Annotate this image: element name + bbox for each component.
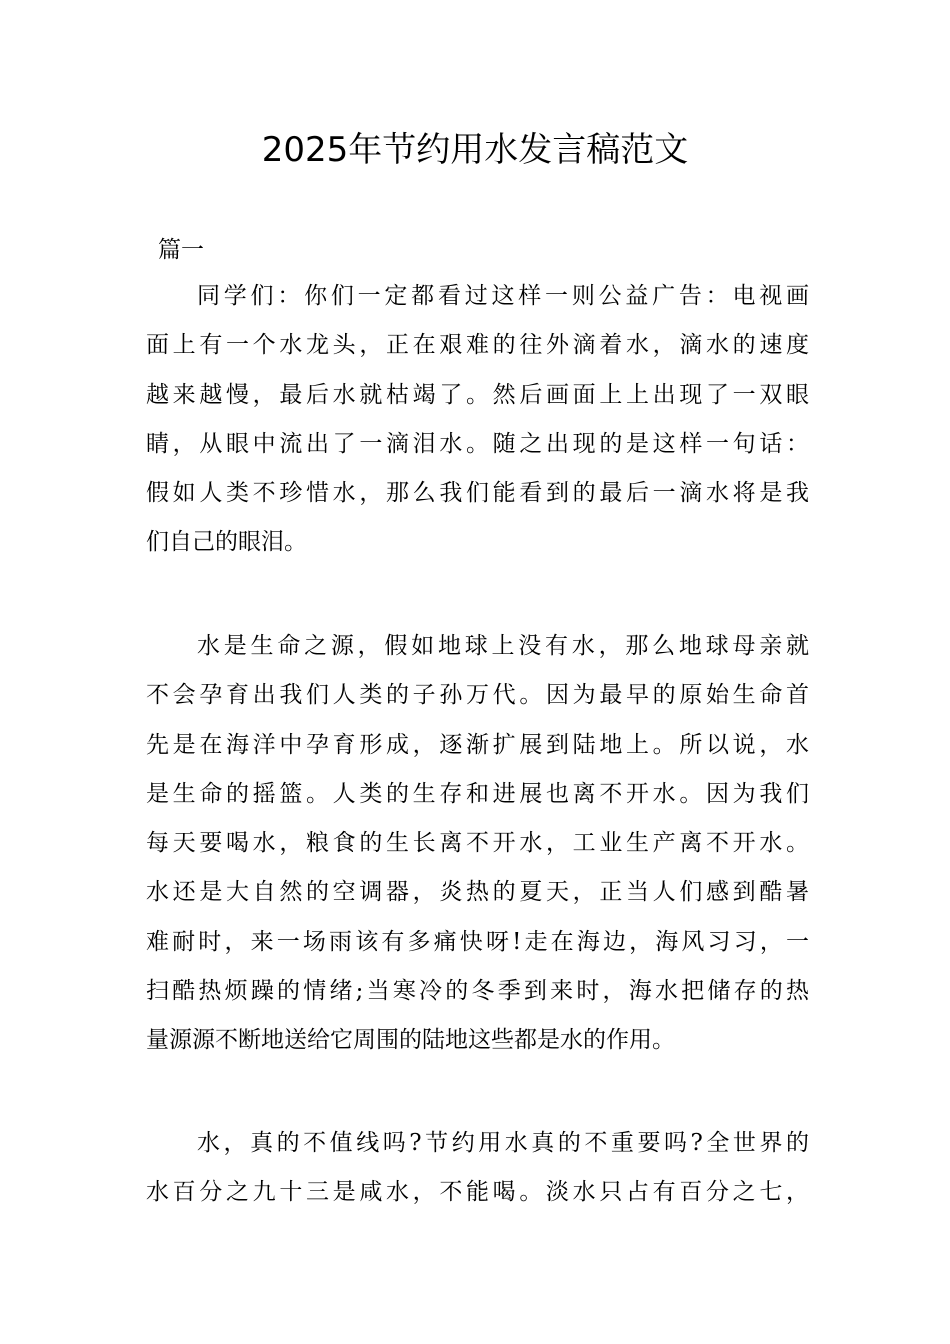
paragraph-line: 是生命的摇篮。人类的生存和进展也离不开水。因为我们 [146, 780, 809, 807]
paragraph-line: 不会孕育出我们人类的子孙万代。因为最早的原始生命首 [146, 682, 809, 709]
paragraph-line: 睛，从眼中流出了一滴泪水。随之出现的是这样一句话： [146, 430, 809, 457]
paragraph-line: 水是生命之源，假如地球上没有水，那么地球母亲就 [197, 633, 809, 659]
paragraph-2 [146, 622, 809, 1066]
paragraph-line: 面上有一个水龙头，正在艰难的往外滴着水，滴水的速度 [146, 332, 809, 359]
paragraph-line: 每天要喝水，粮食的生长离不开水，工业生产离不开水。 [146, 830, 809, 857]
section-label: 篇一 [158, 237, 204, 263]
document-title: 2025年节约用水发言稿范文 [261, 130, 689, 170]
paragraph-line: 量源源不断地送给它周围的陆地这些都是水的作用。 [146, 1027, 675, 1054]
paragraph-line: 扫酷热烦躁的情绪;当寒冷的冬季到来时，海水把储存的热 [146, 978, 809, 1005]
paragraph-3 [146, 1119, 809, 1218]
paragraph-line: 水还是大自然的空调器，炎热的夏天，正当人们感到酷暑 [146, 879, 809, 906]
paragraph-line: 越来越慢，最后水就枯竭了。然后画面上上出现了一双眼 [146, 381, 809, 408]
paragraph-line: 水，真的不值线吗?节约用水真的不重要吗?全世界的 [197, 1130, 809, 1156]
paragraph-line: 难耐时，来一场雨该有多痛快呀!走在海边，海风习习，一 [146, 928, 809, 955]
paragraph-line: 水百分之九十三是咸水，不能喝。淡水只占有百分之七， [146, 1179, 809, 1206]
paragraph-line: 先是在海洋中孕育形成，逐渐扩展到陆地上。所以说，水 [146, 731, 809, 758]
paragraph-line: 同学们：你们一定都看过这样一则公益广告：电视画 [197, 283, 809, 309]
paragraph-line: 假如人类不珍惜水，那么我们能看到的最后一滴水将是我 [146, 480, 809, 507]
paragraph-1 [146, 272, 809, 568]
paragraph-line: 们自己的眼泪。 [146, 529, 307, 556]
